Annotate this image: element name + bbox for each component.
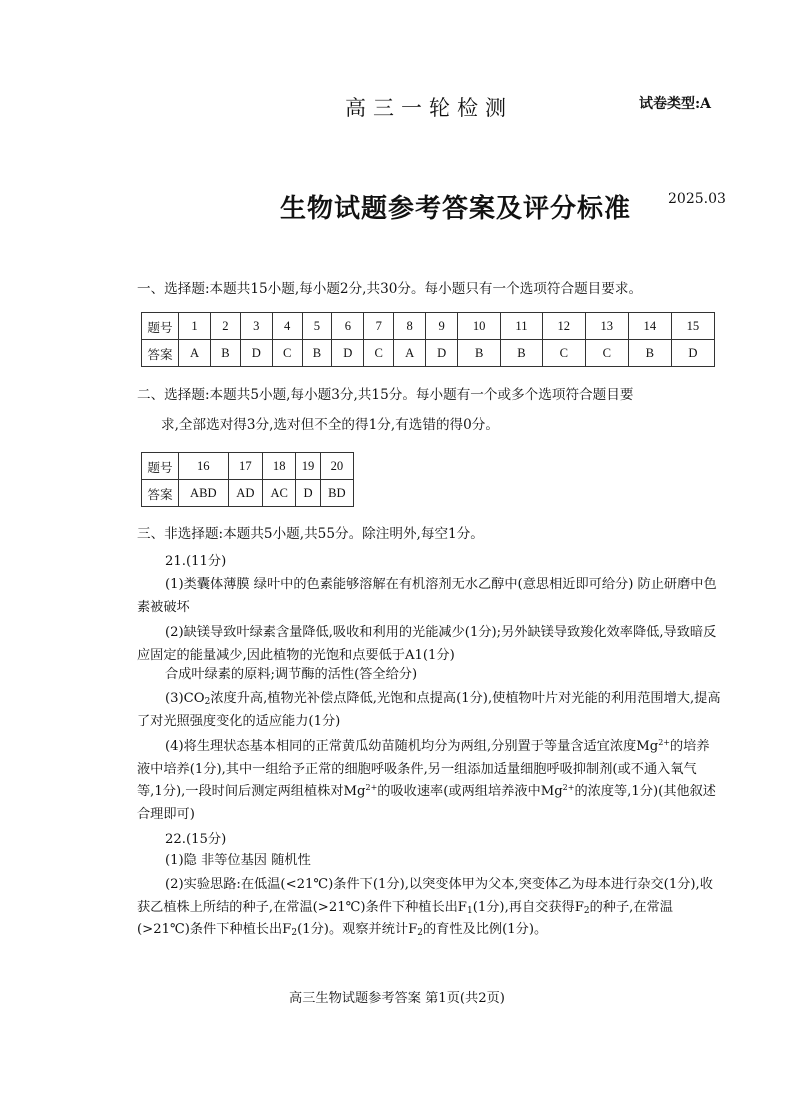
question-number: 7 [364,313,394,340]
superscript: 2+ [365,783,378,792]
question-number: 15 [671,313,714,340]
q21-answer-part2: (2)缺镁导致叶绿素含量降低,吸收和利用的光能减少(1分);另外缺镁导致羧化效率降低,导致暗反应固定的能量减少,因此植物的光饱和点要低于A1(1分) [137,625,717,663]
section1-answer-table [141,312,715,367]
q21-part4-text: (4)将生理状态基本相同的正常黄瓜幼苗随机均分为两组,分别置于等量含适宜浓度Mg [165,739,659,754]
answer-cell: AD [228,480,263,507]
question-number: 18 [263,453,296,480]
row-label-answer: 答案 [142,340,179,367]
question-number: 14 [628,313,671,340]
q21-answer-part2-extra: 合成叶绿素的原料;调节酶的活性(答全给分) [165,667,418,682]
answer-cell: D [671,340,714,367]
q22-part2-text: (1分)。观察并统计F [297,922,418,937]
answer-cell: D [426,340,458,367]
answer-cell: C [542,340,585,367]
superscript: 2+ [562,783,575,792]
question-number: 10 [458,313,501,340]
section2-heading-line1: 二、选择题:本题共5小题,每小题3分,共15分。每小题有一个或多个选项符合题目要 [137,387,634,403]
table-row [142,340,715,367]
q21-part4-text: 的吸收速率(或两组培养液中Mg [377,784,563,799]
subscript: 2 [583,905,590,916]
question-number: 19 [296,453,320,480]
question-number: 4 [272,313,302,340]
question-number: 11 [501,313,543,340]
document-date: 2025.03 [668,191,726,207]
subscript: 2 [204,697,211,707]
answer-cell: A [394,340,426,367]
q21-part3-text: (3)CO [165,691,205,706]
table-row [142,313,715,340]
answer-cell: D [240,340,272,367]
q22-part2-text: 的种子,在常温(>21℃)条件下种植长出F [137,899,673,937]
subscript: 2 [291,928,298,938]
q22-part2-text: 的育性及比例(1分)。 [422,922,548,937]
answer-cell: A [179,340,211,367]
question-number: 20 [320,453,353,480]
question-number: 6 [332,313,364,340]
paper-type-label: 试卷类型:A [639,96,712,112]
question-number: 3 [240,313,272,340]
section2-answer-table [141,452,354,507]
answer-cell: B [302,340,332,367]
question-number: 5 [302,313,332,340]
q22-answer-part1: (1)隐 非等位基因 随机性 [165,853,311,868]
q21-answer-part3 [137,688,722,733]
q21-part3-text: 浓度升高,植物光补偿点降低,光饱和点提高(1分),使植物叶片对光能的利用范围增大,提高了对光照强度变化的适应能力(1分) [137,691,721,729]
question-number: 16 [179,453,229,480]
question-number: 1 [179,313,211,340]
answer-cell: AC [263,480,296,507]
answer-cell: ABD [179,480,229,507]
answer-cell: C [585,340,628,367]
section1-heading: 一、选择题:本题共15小题,每小题2分,共30分。每小题只有一个选项符合题目要求。 [137,281,643,297]
q21-answer-part1: (1)类囊体薄膜 绿叶中的色素能够溶解在有机溶剂无水乙醇中(意思相近即可给分) 防止研磨中色素被破坏 [137,577,717,615]
question-number: 8 [394,313,426,340]
q21-part4-text: 的浓度等,1分)(其他叙述合理即可) [137,784,716,822]
answer-cell: D [296,480,320,507]
question-22-heading: 22.(15分) [165,832,227,847]
table-row [142,480,354,507]
table-row [142,453,354,480]
q22-part2-text: (1分),再自交获得F [472,899,584,915]
page-footer: 高三生物试题参考答案 第1页(共2页) [289,991,505,1006]
section3-heading: 三、非选择题:本题共5小题,共55分。除注明外,每空1分。 [137,526,484,542]
answer-cell: B [501,340,543,367]
q21-part4-text: 的培养液中培养(1分),其中一组给予正常的细胞呼吸条件,另一组添加适量细胞呼吸抑制剂(或不通入氧气等,1分),一段时间后测定两组植株对Mg [137,739,710,799]
answer-cell: D [332,340,364,367]
answer-cell: B [458,340,501,367]
q22-answer-part2 [137,874,722,942]
answer-cell: B [211,340,241,367]
answer-cell: BD [320,480,353,507]
row-label-answer: 答案 [142,480,179,507]
question-number: 13 [585,313,628,340]
question-number: 9 [426,313,458,340]
question-21-heading: 21.(11分) [165,554,227,569]
question-number: 17 [228,453,263,480]
answer-cell: C [272,340,302,367]
answer-cell: B [628,340,671,367]
question-number: 2 [211,313,241,340]
superscript: 2+ [658,738,670,747]
subscript: 1 [466,905,473,916]
section2-heading-line2: 求,全部选对得3分,选对但不全的得1分,有选错的得0分。 [161,417,499,433]
document-title: 生物试题参考答案及评分标准 [280,194,632,224]
subscript: 2 [417,928,423,938]
exam-header-title: 高三一轮检测 [345,96,513,120]
answer-cell: C [364,340,394,367]
row-label-question: 题号 [142,453,179,480]
question-number: 12 [542,313,585,340]
q21-answer-part4 [137,736,722,826]
row-label-question: 题号 [142,313,179,340]
q22-part2-text: (2)实验思路:在低温(<21℃)条件下(1分),以突变体甲为父本,突变体乙为母本进行杂交(1分),收获乙植株上所结的种子,在常温(>21℃)条件下种植长出F [137,877,713,915]
